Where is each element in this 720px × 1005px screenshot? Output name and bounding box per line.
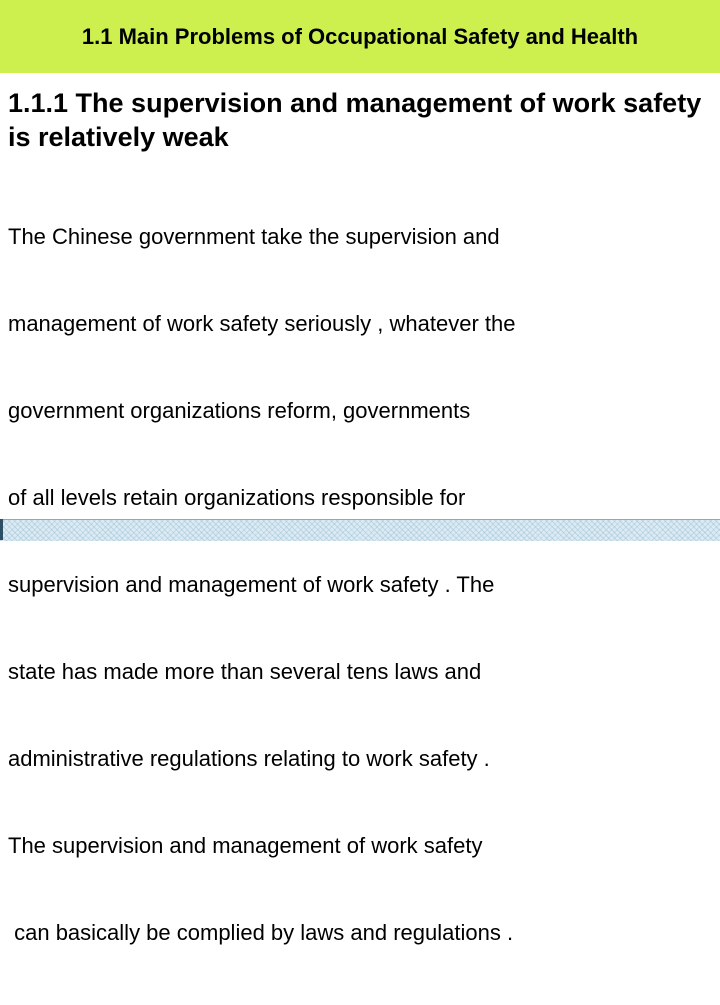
body-line: administrative regulations relating to work safety . bbox=[8, 746, 490, 771]
slide-title: 1.1 Main Problems of Occupational Safety and Health bbox=[81, 23, 639, 49]
body-line: The supervision and management of work safety bbox=[8, 833, 483, 858]
footer-edge-accent bbox=[0, 519, 3, 540]
body-line: The Chinese government take the supervision and bbox=[8, 224, 500, 249]
title-divider bbox=[0, 73, 720, 79]
title-bar bbox=[0, 0, 720, 73]
body-line: government organizations reform, governments bbox=[8, 398, 471, 423]
body-line: supervision and management of work safety . The bbox=[8, 572, 495, 597]
body-line: of all levels retain organizations responsible for bbox=[8, 485, 466, 510]
section-heading: 1.1.1 The supervision and management of work safety is relatively weak bbox=[8, 88, 702, 152]
footer-bar bbox=[0, 519, 720, 541]
body-line: management of work safety seriously , whatever the bbox=[8, 311, 516, 336]
body-line: state has made more than several tens laws and bbox=[8, 659, 482, 684]
body-line: can basically be complied by laws and regulations . bbox=[8, 920, 514, 945]
body-paragraph bbox=[8, 164, 716, 1005]
